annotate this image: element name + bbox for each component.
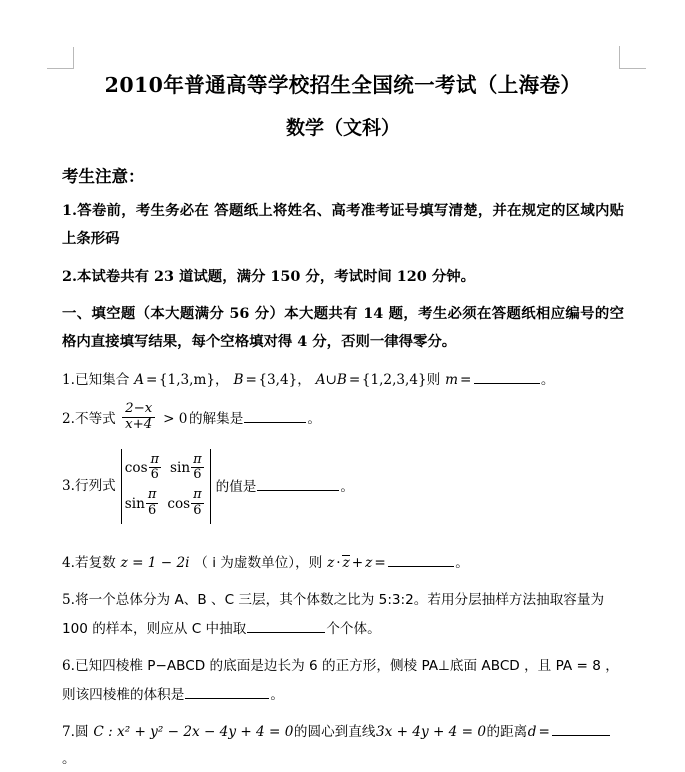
question-6-line-2: 则该四棱椎的体积是	[62, 686, 185, 703]
question-5-line-2-row	[62, 616, 624, 643]
question-3-determinant	[118, 449, 214, 524]
question-6-number: 6.	[62, 658, 75, 675]
notice-heading: 考生注意：	[62, 167, 145, 187]
question-1-equals: =	[459, 371, 472, 388]
question-7-answer-blank[interactable]	[552, 723, 610, 737]
question-4-expr-z2: z	[365, 554, 373, 571]
question-1-unknown: m	[445, 371, 458, 388]
question-7-lead: 圆	[74, 724, 89, 741]
question-3-lead: 行列式	[74, 477, 116, 494]
question-2-fraction-denominator: x+4	[125, 417, 153, 433]
determinant-row-2	[125, 487, 207, 522]
question-7-equals: =	[538, 724, 550, 741]
question-4-expr-z: z	[327, 554, 335, 571]
determinant-cell-r2c2-num: π	[193, 487, 202, 503]
determinant-cell-r1c2	[170, 454, 207, 483]
page-title: 2010年普通高等学校招生全国统一考试（上海卷）	[104, 73, 582, 97]
question-2-fraction-numerator: 2−x	[122, 402, 155, 418]
question-2-tail: 的解集是	[188, 411, 244, 428]
determinant-cell-r1c2-fn: sin	[170, 460, 191, 477]
section-header-fill-in-blanks: 一、填空题（本大题满分 56 分）本大题共有 14 题，考生必须在答题纸相应编号的空格内直接填写结果，每个空格填对得 4 分，否则一律得零分。	[62, 304, 624, 350]
question-1-union-expr: A∪B	[315, 371, 347, 388]
question-1-answer-blank[interactable]	[474, 370, 540, 384]
question-3	[62, 449, 624, 524]
document-content	[62, 60, 624, 772]
question-4-period: 。	[455, 554, 469, 571]
question-1-lead: 已知集合	[74, 371, 130, 388]
question-4-expr-plus: +	[351, 554, 364, 571]
question-2-lead: 不等式	[74, 411, 116, 428]
determinant-cell-r2c1-fn: sin	[124, 495, 145, 512]
question-7-line-equation: 3x + 4y + 4 = 0	[375, 724, 486, 741]
determinant-bar-left	[121, 449, 122, 524]
question-6	[62, 653, 624, 680]
notice-item-1: 1.答卷前，考生务必在 答题纸上将姓名、高考准考证号填写清楚，并在规定的区域内贴上条形码	[62, 202, 624, 248]
determinant-cell-r1c2-num: π	[193, 452, 202, 468]
question-6-answer-blank[interactable]	[185, 685, 269, 699]
question-1-set-a-value: {1,3,m}	[158, 371, 216, 388]
question-7-period: 。	[62, 750, 76, 767]
determinant-grid	[125, 449, 207, 524]
question-3-period: 。	[340, 478, 354, 495]
question-7-distance-label: d	[527, 724, 537, 741]
question-7-number: 7.	[62, 724, 75, 741]
question-4-number: 4.	[62, 554, 75, 571]
determinant-cell-r2c1	[124, 487, 168, 519]
question-6-line-2-row	[62, 682, 624, 709]
determinant-cell-r1c1-num: π	[150, 452, 160, 468]
question-4-z-definition: z = 1 − 2i	[120, 554, 190, 571]
question-4-lead: 若复数	[74, 554, 116, 571]
determinant-bar-right	[210, 449, 211, 524]
determinant-cell-r1c1-den: 6	[150, 467, 159, 483]
question-3-tail: 的值是	[215, 478, 257, 495]
question-7	[62, 719, 624, 772]
question-1-set-b-value: {3,4}	[258, 371, 298, 388]
question-1-then: 则	[426, 371, 441, 388]
question-3-number: 3.	[62, 477, 75, 494]
question-2	[62, 401, 624, 435]
question-5-line-2-post: 个个体。	[326, 620, 381, 637]
determinant-cell-r2c1-num: π	[147, 487, 157, 503]
determinant-cell-r2c2-fn: cos	[167, 495, 191, 512]
question-4-expr-z-conjugate: z	[342, 554, 350, 571]
question-4-answer-blank[interactable]	[388, 553, 454, 567]
question-2-number: 2.	[62, 411, 75, 428]
question-1-set-a-label: A	[134, 371, 145, 388]
determinant-cell-r1c2-den: 6	[193, 467, 202, 483]
question-5-line-2-pre: 100 的样本，则应从 C 中抽取	[62, 620, 247, 637]
question-7-circle-equation: C : x² + y² − 2x − 4y + 4 = 0	[93, 724, 294, 741]
question-3-answer-blank[interactable]	[257, 477, 339, 491]
page-subtitle: 数学（文科）	[285, 116, 400, 139]
question-4	[62, 550, 624, 577]
question-2-relation: > 0	[163, 411, 188, 428]
question-1-period: 。	[540, 371, 555, 388]
question-2-answer-blank[interactable]	[244, 409, 306, 423]
determinant-row-1	[125, 451, 207, 486]
question-6-line-1: 已知四棱椎 P−ABCD 的底面是边长为 6 的正方形，侧棱 PA⊥底面 ABCD ，且 PA = 8 ，	[74, 658, 619, 675]
question-5-number: 5.	[62, 592, 75, 609]
determinant-cell-r2c2	[167, 487, 206, 519]
question-3-label	[62, 478, 116, 496]
question-5-answer-blank[interactable]	[247, 619, 325, 633]
question-7-tail: 的距离	[486, 724, 528, 741]
notice-item-2: 2.本试卷共有 23 道试题，满分 150 分，考试时间 120 分钟。	[62, 267, 476, 285]
question-4-expr-dot: ·	[336, 554, 341, 571]
question-4-paren-note: （ i 为虚数单位），则	[194, 554, 323, 571]
determinant-cell-r2c1-den: 6	[147, 502, 157, 518]
question-1-number: 1.	[62, 371, 75, 388]
question-6-period: 。	[270, 686, 284, 703]
question-2-period: 。	[307, 411, 321, 428]
question-5	[62, 587, 624, 614]
question-1-set-b-label: B	[233, 371, 244, 388]
question-7-mid: 的圆心到直线	[293, 724, 376, 741]
question-4-equals: =	[374, 554, 386, 571]
question-1: 1.已知集合 A = {1,3,m}， B = {3,4}， A∪B = {1,2,3,4}则 m = 。	[62, 371, 555, 388]
determinant-cell-r2c2-den: 6	[193, 502, 202, 518]
determinant-cell-r1c1-fn: cos	[124, 460, 148, 477]
question-5-line-1: 将一个总体分为 A、B 、C 三层，其个体数之比为 5:3:2。若用分层抽样方法抽取容量为	[74, 592, 605, 609]
question-2-fraction	[122, 402, 155, 433]
question-3-tail-group	[216, 477, 354, 497]
question-1-union-value: {1,2,3,4}	[361, 371, 427, 388]
determinant-cell-r1c1	[125, 454, 170, 483]
